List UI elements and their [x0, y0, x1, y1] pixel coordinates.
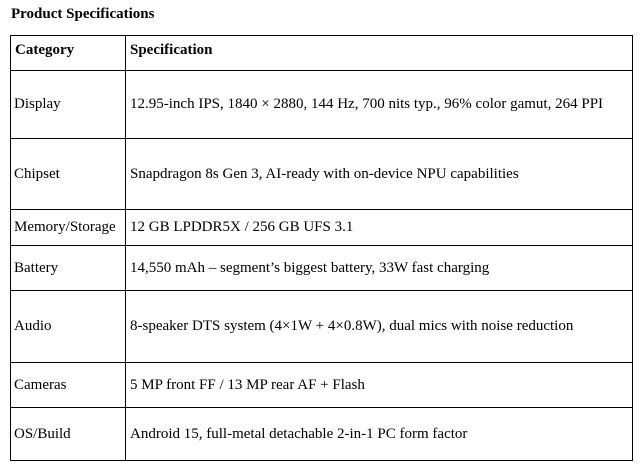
- category-cell: Cameras: [11, 363, 126, 408]
- specification-cell: 8-speaker DTS system (4×1W + 4×0.8W), dual mics with noise reduction: [126, 291, 633, 363]
- specification-cell: 14,550 mAh – segment’s biggest battery, 33W fast charging: [126, 246, 633, 291]
- category-cell: Audio: [11, 291, 126, 363]
- table-row-battery: [11, 246, 633, 291]
- specifications-table: [10, 35, 633, 461]
- table-row-os-build: [11, 408, 633, 461]
- column-header-category: Category: [11, 36, 126, 71]
- category-cell: Chipset: [11, 139, 126, 210]
- table-row-display: [11, 71, 633, 139]
- table-row-chipset: [11, 139, 633, 210]
- table-row-memory-storage: [11, 210, 633, 246]
- category-cell: OS/Build: [11, 408, 126, 461]
- document-title: Product Specifications: [11, 6, 155, 22]
- specification-cell: Android 15, full-metal detachable 2-in-1 PC form factor: [126, 408, 633, 461]
- specification-cell: 12.95-inch IPS, 1840 × 2880, 144 Hz, 700 nits typ., 96% color gamut, 264 PPI: [126, 71, 633, 139]
- specification-cell: Snapdragon 8s Gen 3, AI-ready with on-device NPU capabilities: [126, 139, 633, 210]
- specification-cell: 12 GB LPDDR5X / 256 GB UFS 3.1: [126, 210, 633, 246]
- table-header-row: [11, 36, 633, 71]
- category-cell: Display: [11, 71, 126, 139]
- specification-cell: 5 MP front FF / 13 MP rear AF + Flash: [126, 363, 633, 408]
- table-row-audio: [11, 291, 633, 363]
- category-cell: Memory/Storage: [11, 210, 126, 246]
- category-cell: Battery: [11, 246, 126, 291]
- table-row-cameras: [11, 363, 633, 408]
- column-header-specification: Specification: [126, 36, 633, 71]
